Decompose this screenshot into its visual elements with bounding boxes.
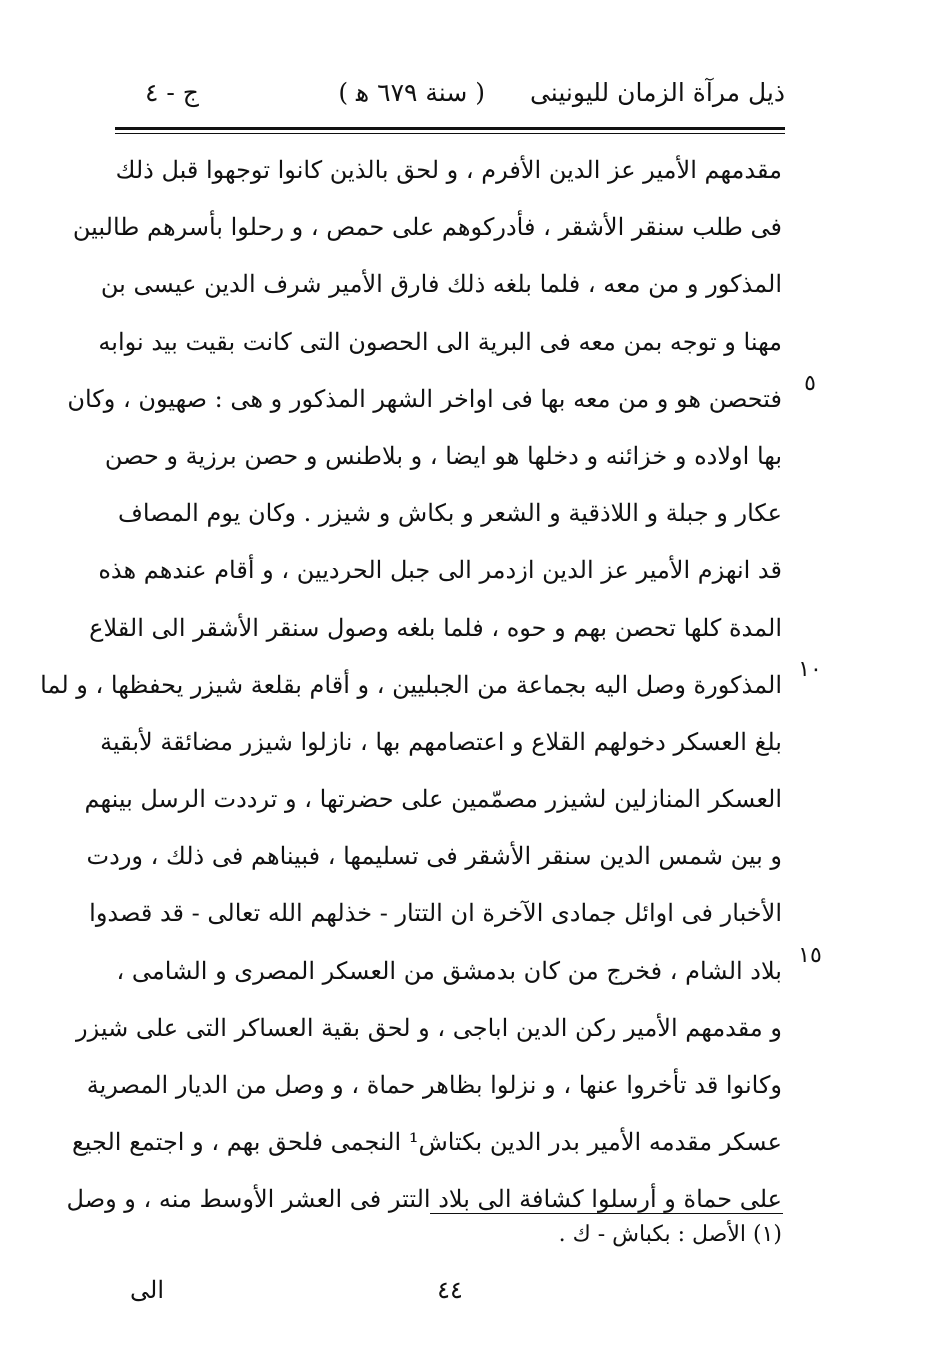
header-rule-thick bbox=[115, 127, 785, 130]
catchword: الى bbox=[130, 1276, 164, 1304]
text-line: بلغ العسكر دخولهم القلاع و اعتصامهم بها ، نازلوا شيزر مضائقة لأبقية bbox=[100, 727, 782, 756]
footnote: (١) الأصل : بكباش - ك . bbox=[558, 1222, 782, 1247]
line-number-5: ٥ bbox=[804, 370, 816, 396]
text-line: فتحصن هو و من معه بها فى اواخر الشهر المذكور و هى : صهيون ، وكان bbox=[67, 384, 782, 413]
text-line: المذكورة وصل اليه بجماعة من الجبليين ، و أقام بقلعة شيزر يحفظها ، و لما bbox=[40, 670, 782, 699]
text-line: مهنا و توجه بمن معه فى البرية الى الحصون التى كانت بقيت بيد نوابه bbox=[98, 327, 782, 356]
text-line: مقدمهم الأمير عز الدين الأفرم ، و لحق بالذين كانوا توجهوا قبل ذلك bbox=[115, 156, 782, 184]
text-line: المذكور و من معه ، فلما بلغه ذلك فارق الأمير شرف الدين عيسى بن bbox=[100, 270, 782, 299]
text-line: عسكر مقدمه الأمير بدر الدين بكتاش¹ النجمى فلحق بهم ، و اجتمع الجيع bbox=[71, 1128, 782, 1157]
volume-label: ج - ٤ bbox=[145, 78, 199, 107]
page-number: ٤٤ bbox=[437, 1276, 463, 1304]
text-line: و مقدمهم الأمير ركن الدين اباجى ، و لحق بقية العساكر التى على شيزر bbox=[76, 1013, 782, 1042]
book-title: ذيل مرآة الزمان لليونينى bbox=[529, 78, 785, 107]
text-line: فى طلب سنقر الأشقر ، فأدركوهم على حمص ، و رحلوا بأسرهم طالبين bbox=[72, 213, 782, 242]
line-number-10: ١٠ bbox=[798, 656, 822, 682]
text-line: العسكر المنازلين لشيزر مصمّمين على حضرتها ، و ترددت الرسل بينهم bbox=[84, 785, 782, 814]
text-line: بها اولاده و خزائنه و دخلها هو ايضا ، و بلاطنس و حصن برزية و حصن bbox=[104, 441, 782, 470]
text-line: وكانوا قد تأخروا عنها ، و نزلوا بظاهر حماة ، و وصل من الديار المصرية bbox=[86, 1071, 782, 1099]
year-label: ( سنة ٦٧٩ ﻫ ) bbox=[338, 78, 485, 107]
text-line: المدة كلها تحصن بهم و حوه ، فلما بلغه وصول سنقر الأشقر الى القلاع bbox=[89, 613, 782, 642]
footnote-rule bbox=[430, 1213, 783, 1214]
text-line: عكار و جبلة و اللاذقية و الشعر و بكاش و شيزر . وكان يوم المصاف bbox=[117, 499, 782, 528]
line-number-15: ١٥ bbox=[798, 942, 822, 968]
text-line: و بين شمس الدين سنقر الأشقر فى تسليمها ، فبيناهم فى ذلك ، وردت bbox=[86, 842, 782, 871]
text-line: قد انهزم الأمير عز الدين ازدمر الى جبل الحرديين ، و أقام عندهم هذه bbox=[98, 556, 782, 585]
text-line: على حماة و أرسلوا كشافة الى بلاد التتر فى العشر الأوسط منه ، و وصل bbox=[66, 1185, 782, 1214]
text-line: الأخبار فى اوائل جمادى الآخرة ان التتار - خذلهم الله تعالى - قد قصدوا bbox=[89, 899, 782, 928]
running-header bbox=[115, 74, 785, 120]
body-text bbox=[40, 142, 782, 1229]
header-rule-thin bbox=[115, 133, 785, 134]
text-line: بلاد الشام ، فخرج من كان بدمشق من العسكر المصرى و الشامى ، bbox=[116, 956, 782, 985]
